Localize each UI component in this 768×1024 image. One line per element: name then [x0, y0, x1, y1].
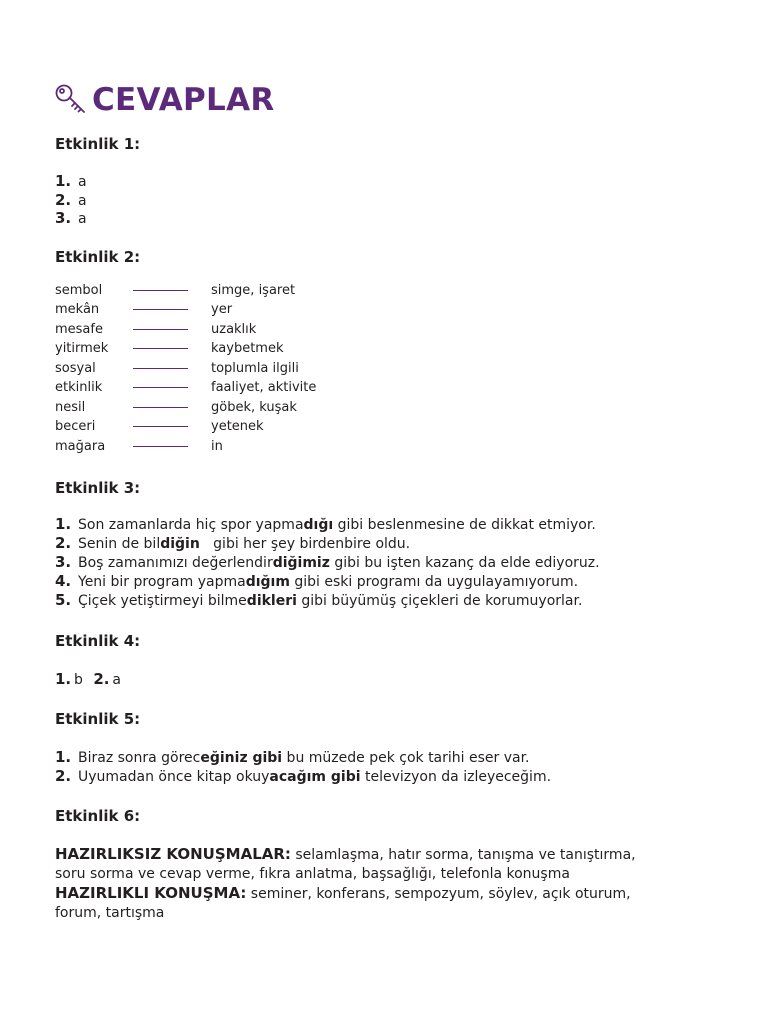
etkinlik-3-item [55, 515, 596, 535]
etkinlik-4-heading: Etkinlik 4: [55, 632, 141, 650]
sentence-suffix: dığı [303, 517, 334, 533]
sentence-start: Yeni bir program yapma [78, 574, 246, 590]
match-word: sembol [55, 283, 103, 298]
match-word: sosyal [55, 361, 96, 376]
item-number: 4. [55, 572, 72, 590]
sentence-suffix: diğimiz [272, 555, 330, 571]
match-meaning: faaliyet, aktivite [211, 380, 317, 395]
item-number: 1. [55, 670, 72, 688]
sentence-end: gibi beslenmesine de dikkat etmiyor. [333, 517, 596, 533]
item-number: 2. [55, 767, 72, 785]
etkinlik-3-item [55, 572, 578, 592]
etkinlik-2-heading: Etkinlik 2: [55, 248, 141, 266]
sentence-end: gibi bu işten kazanç da elde ediyoruz. [329, 555, 600, 571]
etkinlik-1-item [55, 191, 87, 211]
item-number: 5. [55, 591, 72, 609]
match-meaning: toplumla ilgili [211, 361, 299, 376]
match-word: mağara [55, 439, 106, 454]
etkinlik-1-heading: Etkinlik 1: [55, 135, 141, 153]
match-word: beceri [55, 419, 96, 434]
sentence-start: Senin de bil [78, 536, 161, 552]
item-number: 1. [55, 748, 72, 766]
sentence-start: Biraz sonra görec [78, 750, 201, 766]
match-line [133, 446, 188, 447]
etkinlik-3-heading: Etkinlik 3: [55, 479, 141, 497]
match-line [133, 426, 188, 427]
match-word: mekân [55, 302, 100, 317]
match-word: yitirmek [55, 341, 109, 356]
key-icon [54, 83, 88, 117]
sentence-suffix: diğin [160, 536, 200, 552]
sentence-start: Boş zamanımızı değerlendir [78, 555, 273, 571]
etkinlik-1-item [55, 172, 87, 192]
sentence-start: Son zamanlarda hiç spor yapma [78, 517, 304, 533]
item-number: 2. [55, 534, 72, 552]
etkinlik-5-item [55, 767, 551, 787]
item-number: 2. [55, 191, 72, 209]
etkinlik-3-item [55, 591, 582, 611]
etkinlik-5-item [55, 748, 530, 768]
match-word: nesil [55, 400, 86, 415]
item-number: 1. [55, 515, 72, 533]
category-text: selamlaşma, hatır sorma, tanışma ve tanıştırma, soru sorma ve cevap verme, fıkra anlatma, başsağlığı, telefonla konuşma [55, 847, 636, 882]
etkinlik-6-heading: Etkinlik 6: [55, 807, 141, 825]
etkinlik-5-heading: Etkinlik 5: [55, 710, 141, 728]
match-line [133, 368, 188, 369]
match-word: etkinlik [55, 380, 103, 395]
item-number: 3. [55, 553, 72, 571]
match-meaning: göbek, kuşak [211, 400, 297, 415]
sentence-end: gibi büyümüş çiçekleri de korumuyorlar. [296, 593, 583, 609]
match-meaning: yer [211, 302, 233, 317]
match-meaning: uzaklık [211, 322, 257, 337]
item-number: 2. [93, 670, 110, 688]
sentence-suffix: acağım gibi [269, 769, 361, 785]
item-answer: a [78, 193, 87, 209]
match-meaning: kaybetmek [211, 341, 284, 356]
title-row [54, 80, 275, 120]
match-line [133, 290, 188, 291]
sentence-end: gibi eski programı da uygulayamıyorum. [289, 574, 579, 590]
item-answer: b [74, 672, 83, 688]
match-meaning: yetenek [211, 419, 264, 434]
match-line [133, 348, 188, 349]
etkinlik-3-item [55, 553, 600, 573]
item-number: 3. [55, 209, 72, 227]
match-word: mesafe [55, 322, 103, 337]
sentence-end: televizyon da izleyeceğim. [360, 769, 552, 785]
etkinlik-3-item [55, 534, 410, 554]
category-label: HAZIRLIKLI KONUŞMA: [55, 884, 247, 902]
match-meaning: simge, işaret [211, 283, 296, 298]
category-text: seminer, konferans, sempozyum, söylev, açık oturum, forum, tartışma [55, 886, 631, 921]
etkinlik-6-answers [55, 845, 670, 923]
sentence-end: gibi her şey birdenbire oldu. [199, 536, 411, 552]
sentence-start: Uyumadan önce kitap okuy [78, 769, 270, 785]
sentence-suffix: dikleri [246, 593, 297, 609]
etkinlik-4-answers [55, 670, 121, 690]
speech-category [55, 884, 670, 923]
match-line [133, 309, 188, 310]
item-number: 1. [55, 172, 72, 190]
sentence-start: Çiçek yetiştirmeyi bilme [78, 593, 247, 609]
etkinlik-1-item [55, 209, 87, 229]
match-line [133, 387, 188, 388]
item-answer: a [78, 211, 87, 227]
speech-category [55, 845, 670, 884]
category-label: HAZIRLIKSIZ KONUŞMALAR: [55, 845, 291, 863]
sentence-end: bu müzede pek çok tarihi eser var. [282, 750, 530, 766]
match-line [133, 329, 188, 330]
page-title: CEVAPLAR [92, 82, 275, 118]
item-answer: a [112, 672, 121, 688]
item-answer: a [78, 174, 87, 190]
match-line [133, 407, 188, 408]
sentence-suffix: eğiniz gibi [200, 750, 283, 766]
match-meaning: in [211, 439, 223, 454]
sentence-suffix: dığım [245, 574, 290, 590]
